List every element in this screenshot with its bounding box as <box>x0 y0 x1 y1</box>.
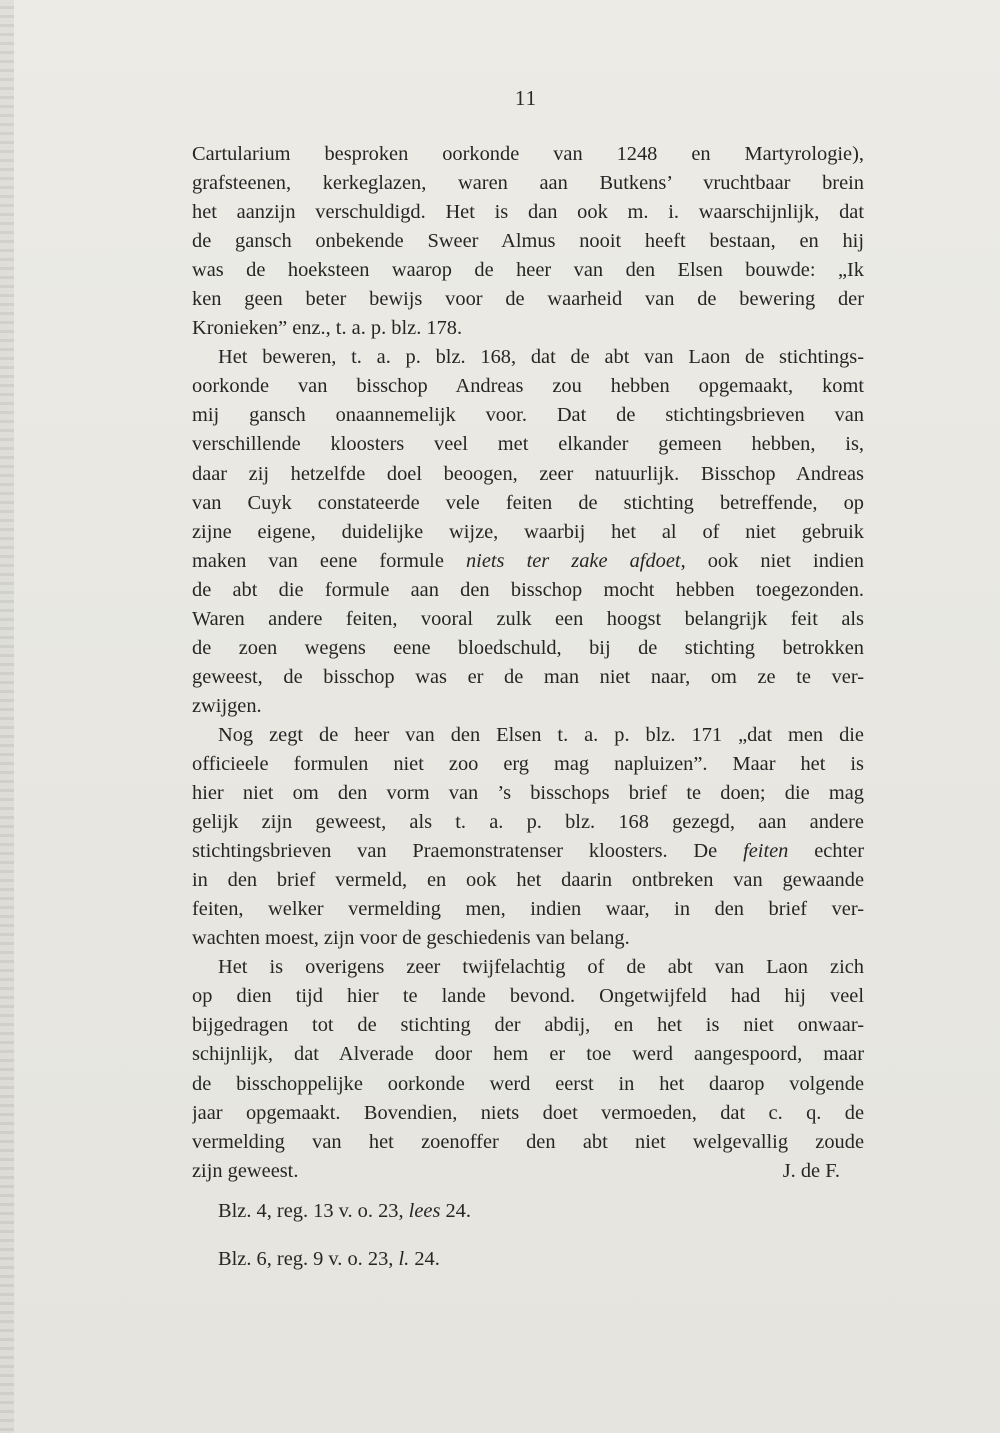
text-line: Kronieken” enz., t. a. p. blz. 178. <box>192 317 463 340</box>
text-line: geweest, de bisschop was er de man niet naar, om ze te ver- <box>192 665 864 688</box>
text-line: het aanzijn verschuldigd. Het is dan ook m. i. waarschijnlijk, dat <box>192 201 864 224</box>
signature: J. de F. <box>782 1159 840 1182</box>
text-line: was de hoeksteen waarop de heer van den Elsen bouwde: „Ik <box>192 259 864 282</box>
text-line: Cartularium besproken oorkonde van 1248 en Martyrologie), <box>192 143 864 165</box>
text-line: Het is overigens zeer twijfelachtig of de abt van Laon zich <box>218 956 864 979</box>
text-line: wachten moest, zijn voor de geschiedenis van belang. <box>192 927 630 950</box>
binding-edge <box>0 0 14 1433</box>
text-line: oorkonde van bisschop Andreas zou hebben opgemaakt, komt <box>192 375 864 398</box>
text-line: de gansch onbekende Sweer Almus nooit heeft bestaan, en hij <box>192 230 864 253</box>
text-line: zwijgen. <box>192 694 262 717</box>
text-line: verschillende kloosters veel met elkander gemeen hebben, is, <box>192 433 864 456</box>
text-line: daar zij hetzelfde doel beoogen, zeer natuurlijk. Bisschop Andreas <box>192 462 864 485</box>
text-line: mij gansch onaannemelijk voor. Dat de stichtingsbrieven van <box>192 404 864 427</box>
text-line: jaar opgemaakt. Bovendien, niets doet vermoeden, dat c. q. de <box>192 1101 864 1124</box>
errata-line: Blz. 6, reg. 9 v. o. 23, l. 24. <box>218 1248 440 1270</box>
text-line: in den brief vermeld, en ook het daarin ontbreken van gewaande <box>192 869 864 892</box>
text-line: officieele formulen niet zoo erg mag napluizen”. Maar het is <box>192 752 864 775</box>
text-line: stichtingsbrieven van Praemonstratenser kloosters. De feiten echter <box>192 840 864 863</box>
text-line: feiten, welker vermelding men, indien waar, in den brief ver- <box>192 898 864 921</box>
text-line: zijne eigene, duidelijke wijze, waarbij het al of niet gebruik <box>192 520 864 543</box>
text-line: de zoen wegens eene bloedschuld, bij de stichting betrokken <box>192 636 864 659</box>
errata-line: Blz. 4, reg. 13 v. o. 23, lees 24. <box>218 1200 471 1222</box>
text-line: bijgedragen tot de stichting der abdij, en het is niet onwaar- <box>192 1014 864 1037</box>
text-line: Waren andere feiten, vooral zulk een hoogst belangrijk feit als <box>192 607 864 630</box>
text-line: hier niet om den vorm van ’s bisschops brief te doen; die mag <box>192 782 864 805</box>
text-line: gelijk zijn geweest, als t. a. p. blz. 168 gezegd, aan andere <box>192 811 864 834</box>
body-text <box>192 140 864 1186</box>
text-line: grafsteenen, kerkeglazen, waren aan Butkens’ vruchtbaar brein <box>192 172 864 195</box>
text-line: de bisschoppelijke oorkonde werd eerst in het daarop volgende <box>192 1072 864 1095</box>
closing-text: zijn geweest. <box>192 1159 299 1182</box>
text-line: de abt die formule aan den bisschop mocht hebben toegezonden. <box>192 578 864 601</box>
text-line: vermelding van het zoenoffer den abt niet welgevallig zoude <box>192 1130 864 1153</box>
text-line: ken geen beter bewijs voor de waarheid van de bewering der <box>192 288 864 311</box>
text-line: Nog zegt de heer van den Elsen t. a. p. blz. 171 „dat men die <box>218 723 864 746</box>
text-line: op dien tijd hier te lande bevond. Ongetwijfeld had hij veel <box>192 985 864 1008</box>
text-line: Het beweren, t. a. p. blz. 168, dat de abt van Laon de stichtings- <box>218 346 864 369</box>
closing-line <box>192 1157 864 1186</box>
text-line: maken van eene formule niets ter zake afdoet, ook niet indien <box>192 549 864 572</box>
text-line: van Cuyk constateerde vele feiten de stichting betreffende, op <box>192 491 864 514</box>
page-number: 11 <box>514 86 538 110</box>
text-line: schijnlijk, dat Alverade door hem er toe werd aangespoord, maar <box>192 1043 864 1066</box>
